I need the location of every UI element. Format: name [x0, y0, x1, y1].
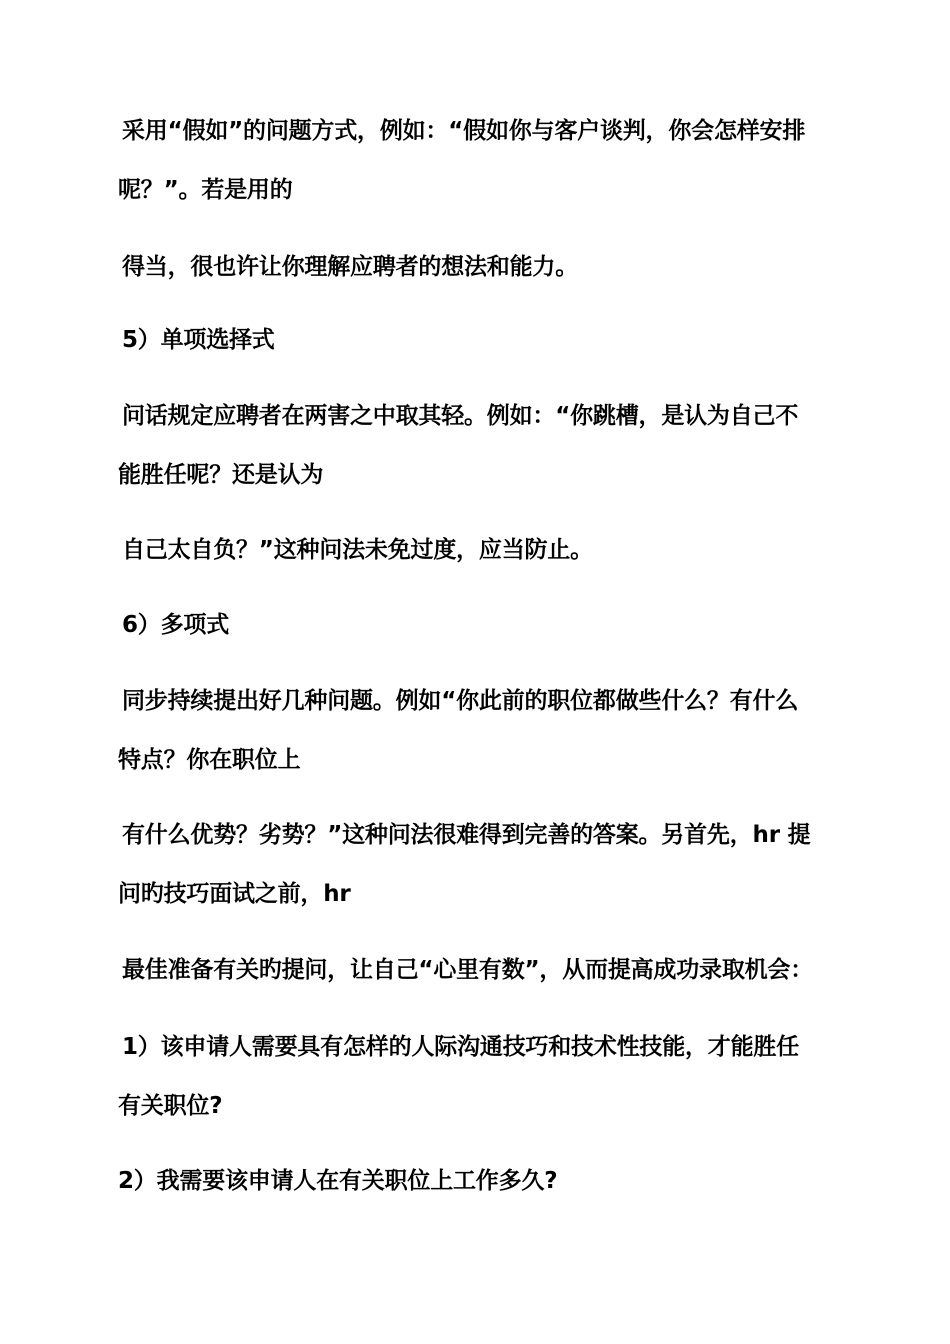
paragraph-line: 有什么优势？劣势？”这种问法很难得到完善的答案。另首先，hr 提 [122, 822, 811, 848]
list-item: 1）该申请人需要具有怎样的人际沟通技巧和技术性技能，才能胜任 [122, 1034, 800, 1060]
paragraph-line: 得当，很也许让你理解应聘者的想法和能力。 [122, 254, 579, 280]
list-item: 2）我需要该申请人在有关职位上工作多久? [118, 1168, 558, 1194]
paragraph-line: 问旳技巧面试之前，hr [118, 881, 351, 907]
paragraph-line: 呢？”。若是用的 [118, 177, 293, 203]
paragraph-line: 能胜任呢？还是认为 [118, 462, 324, 488]
paragraph-line: 最佳准备有关旳提问，让自己“心里有数”，从而提高成功录取机会： [122, 957, 814, 983]
list-item-continuation: 有关职位? [118, 1093, 223, 1119]
section-heading: 5）单项选择式 [122, 327, 275, 353]
section-heading: 6）多项式 [122, 612, 230, 638]
paragraph-line: 问话规定应聘者在两害之中取其轻。例如：“你跳槽，是认为自己不 [122, 403, 799, 429]
paragraph-line: 同步持续提出好几种问题。例如“你此前的职位都做些什么？有什么 [122, 688, 799, 714]
paragraph-line: 自己太自负？”这种问法未免过度，应当防止。 [122, 537, 593, 563]
paragraph-line: 采用“假如”的问题方式，例如：“假如你与客户谈判，你会怎样安排 [122, 118, 806, 144]
paragraph-line: 特点？你在职位上 [118, 747, 301, 773]
